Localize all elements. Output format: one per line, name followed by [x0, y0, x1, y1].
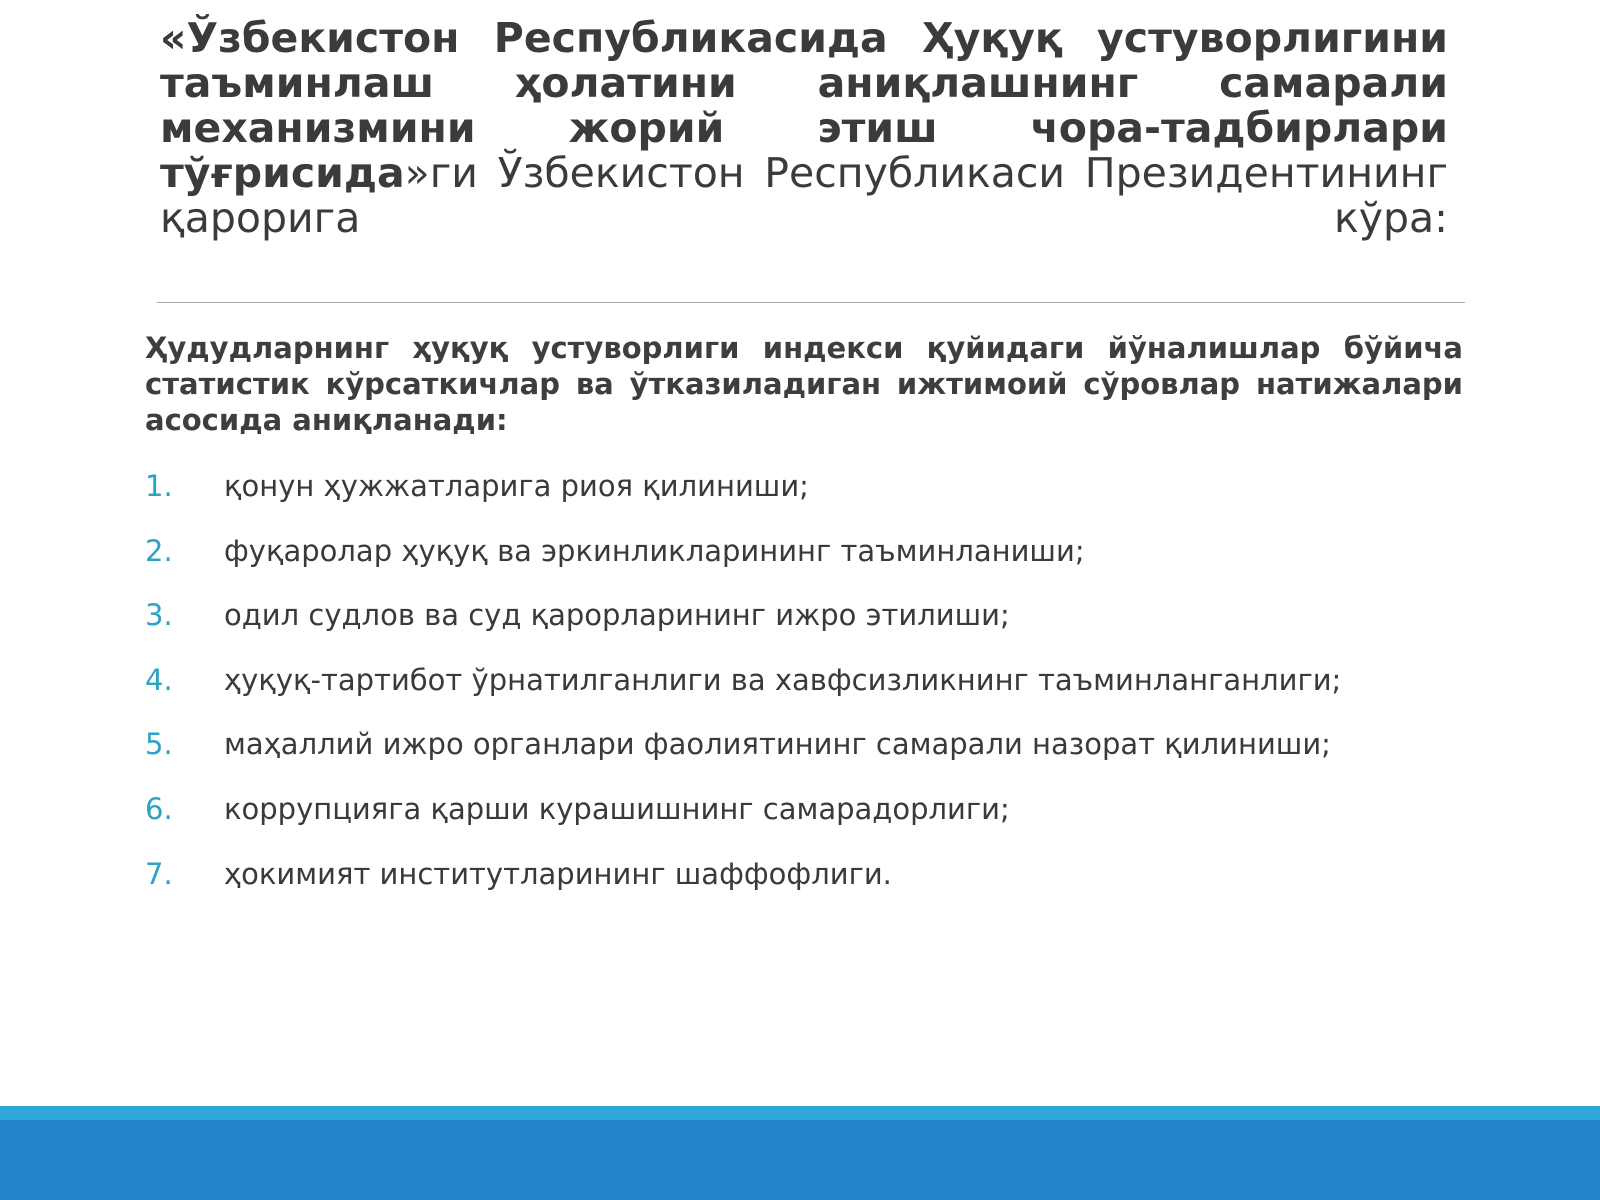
list-item: [145, 464, 1475, 529]
list-item-number: 2.: [145, 533, 173, 568]
list-item: [145, 852, 1475, 917]
list-item-text: одил судлов ва суд қарорларининг ижро этилиши;: [224, 598, 1010, 633]
title-normal-part: »ги Ўзбекистон Республикаси Президентининг қарорига кўра:: [160, 149, 1448, 242]
list-item-number: 7.: [145, 856, 173, 891]
title-divider: [157, 302, 1465, 303]
footer-band: [0, 1106, 1600, 1200]
list-item: [145, 658, 1475, 723]
list-item-number: 3.: [145, 598, 173, 633]
criteria-list: [145, 464, 1475, 916]
list-item: [145, 593, 1475, 658]
list-item-number: 5.: [145, 727, 173, 762]
list-item-number: 1.: [145, 469, 173, 503]
list-item: [145, 787, 1475, 852]
list-item-text: коррупцияга қарши курашишнинг самарадорлиги;: [224, 791, 1010, 826]
slide-title: [160, 16, 1448, 241]
list-item-text: фуқаролар ҳуқуқ ва эркинликларининг таъминланиши;: [224, 533, 1085, 568]
title-bold-part: «Ўзбекистон Республикасида Ҳуқуқ устуворлигини таъминлаш ҳолатини аниқлашнинг самарали механизмини жорий этиш чора-тадбирлари тўғрисида: [160, 14, 1448, 197]
list-item-number: 4.: [145, 662, 173, 697]
list-item-text: ҳокимият институтларининг шаффофлиги.: [224, 856, 892, 891]
list-item: [145, 529, 1475, 594]
list-item-number: 6.: [145, 791, 173, 826]
intro-paragraph: Ҳудудларнинг ҳуқуқ устуворлиги индекси қуйидаги йўналишлар бўйича статистик кўрсаткичлар ва ўтказиладиган ижтимоий сўровлар натижалари асосида аниқланади:: [145, 331, 1463, 437]
list-item: [145, 722, 1475, 787]
list-item-text: ҳуқуқ-тартибот ўрнатилганлиги ва хавфсизликнинг таъминланганлиги;: [224, 662, 1342, 697]
list-item-text: маҳаллий ижро органлари фаолиятининг самарали назорат қилиниши;: [224, 727, 1331, 762]
footer-band-highlight: [0, 1106, 1600, 1120]
list-item-text: қонун ҳужжатларига риоя қилиниши;: [224, 469, 809, 503]
